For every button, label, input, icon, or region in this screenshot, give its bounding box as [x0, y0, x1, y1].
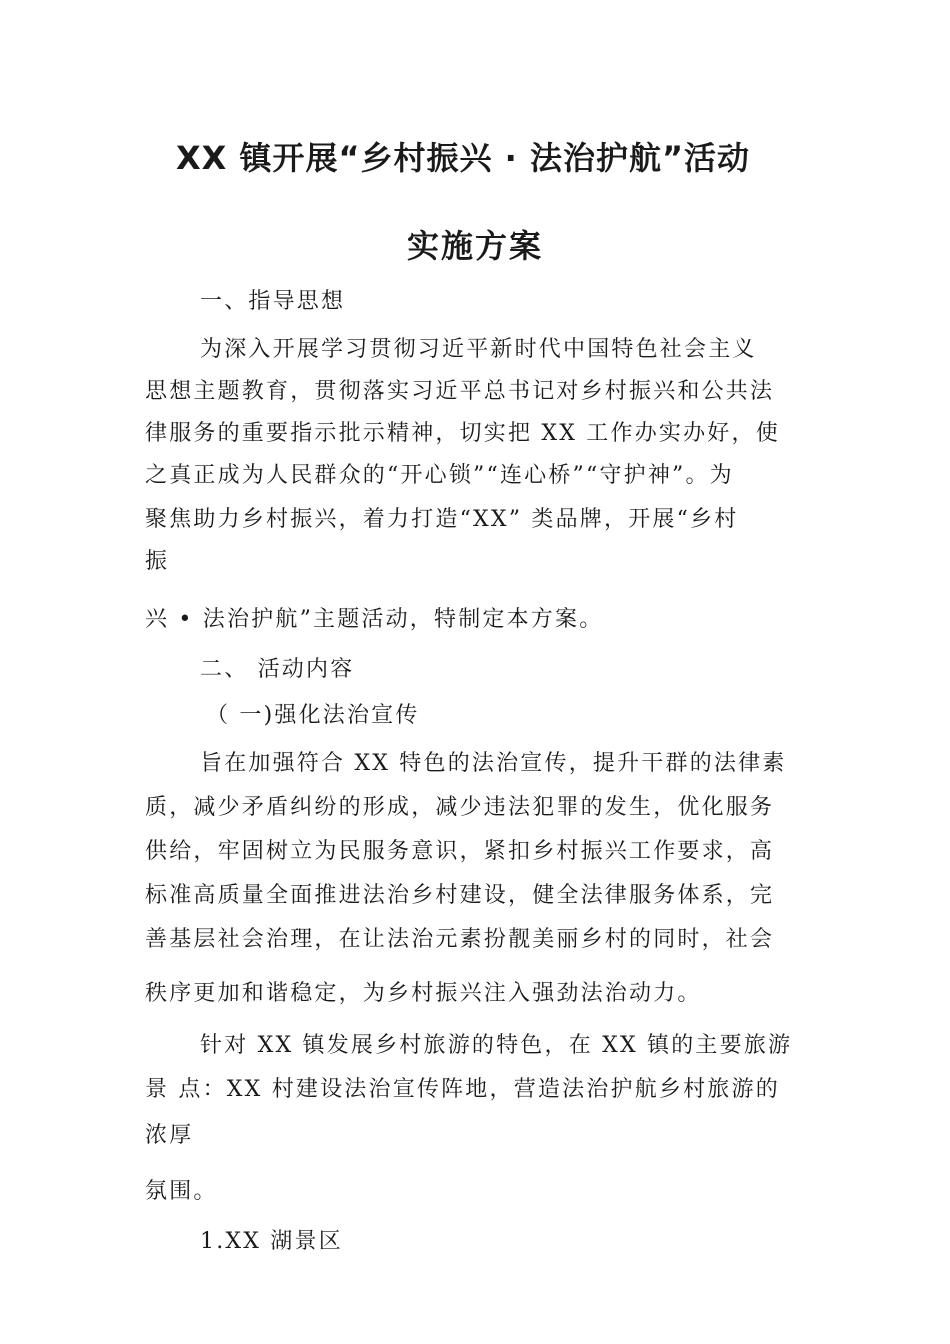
- section-heading-guiding-ideology: 一、指导思想: [200, 289, 346, 314]
- document-title-line-1: XX 镇开展“乡村振兴 · 法治护航”活动: [176, 139, 750, 177]
- paragraph-1-line-4: 之真正成为人民群众的“开心锁”“连心桥”“守护神”。为: [145, 463, 734, 488]
- paragraph-3-line-4: 氛围。: [145, 1179, 218, 1204]
- paragraph-3-line-3: 浓厚: [145, 1123, 194, 1148]
- paragraph-3-line-2: 景 点：XX 村建设法治宣传阵地，营造法治护航乡村旅游的: [145, 1077, 780, 1102]
- paragraph-1-line-5: 聚焦助力乡村振兴，着力打造“XX” 类品牌，开展“乡村: [145, 507, 739, 532]
- paragraph-1-line-7: 兴 • 法治护航”主题活动，特制定本方案。: [145, 607, 604, 632]
- paragraph-2-line-5: 善基层社会治理，在让法治元素扮靓美丽乡村的同时，社会: [145, 927, 775, 952]
- paragraph-1-line-1: 为深入开展学习贯彻习近平新时代中国特色社会主义: [200, 337, 757, 362]
- paragraph-2-line-4: 标准高质量全面推进法治乡村建设，健全法律服务体系，完: [145, 883, 775, 908]
- paragraph-2-line-3: 供给，牢固树立为民服务意识，紧扣乡村振兴工作要求，高: [145, 839, 775, 864]
- paragraph-1-line-2: 思想主题教育，贯彻落实习近平总书记对乡村振兴和公共法: [145, 379, 775, 404]
- paragraph-1-line-6: 振: [145, 549, 170, 574]
- paragraph-2-line-6: 秩序更加和谐稳定，为乡村振兴注入强劲法治动力。: [145, 981, 702, 1006]
- subsection-heading-legal-publicity: （ 一)强化法治宣传: [206, 703, 420, 728]
- paragraph-2-line-1: 旨在加强符合 XX 特色的法治宣传，提升干群的法律素: [200, 751, 787, 776]
- paragraph-3-line-1: 针对 XX 镇发展乡村旅游的特色，在 XX 镇的主要旅游: [200, 1033, 793, 1058]
- section-heading-activity-content: 二、 活动内容: [200, 657, 355, 682]
- document-title-line-2: 实施方案: [406, 227, 543, 265]
- item-heading-lake-scenic-area: 1.XX 湖景区: [200, 1229, 343, 1254]
- paragraph-1-line-3: 律服务的重要指示批示精神，切实把 XX 工作办实办好，使: [145, 421, 780, 446]
- paragraph-2-line-2: 质，减少矛盾纠纷的形成，减少违法犯罪的发生，优化服务: [145, 795, 775, 820]
